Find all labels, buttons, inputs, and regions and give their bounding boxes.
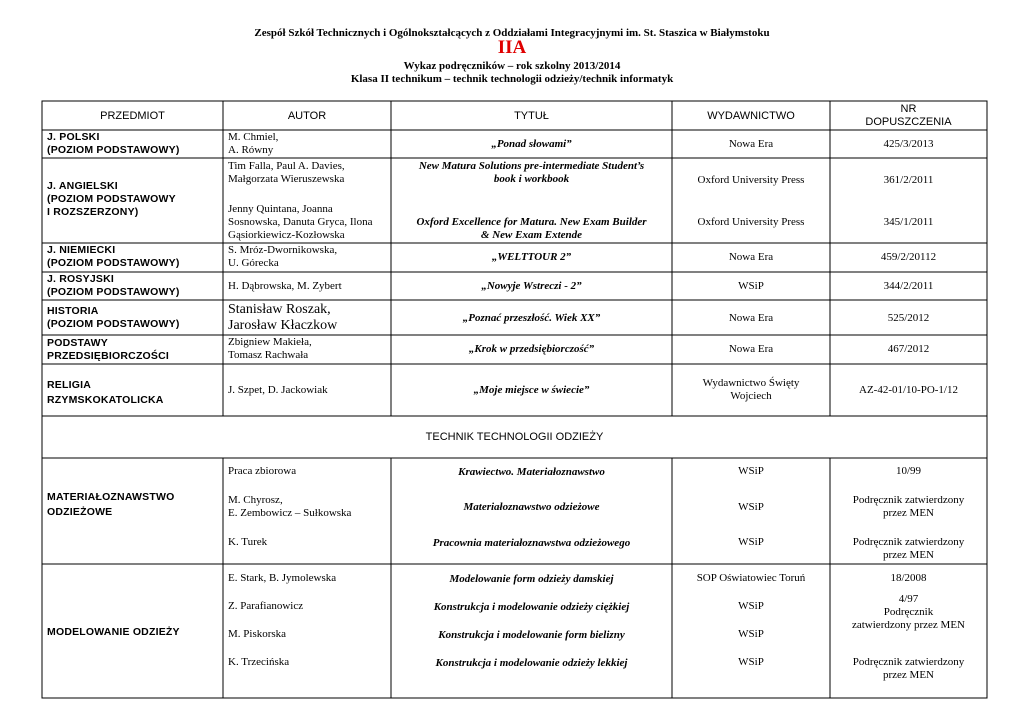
row-approval-historia: 525/2012 — [887, 312, 930, 324]
list-title: Wykaz podręczników – rok szkolny 2013/2014 — [403, 60, 621, 72]
row-subject-material: MATERIAŁOZNAWSTWO ODZIEŻOWE — [47, 491, 175, 518]
row-approval-angielski-1: 361/2/2011 — [883, 174, 934, 186]
row-title-angielski-1: New Matura Solutions pre-intermediate Student’s book i workbook — [418, 160, 645, 185]
row-subject-angielski: J. ANGIELSKI (POZIOM PODSTAWOWY I ROZSZERZONY) — [47, 180, 176, 218]
row-subject-przedsiebiorczosc: PODSTAWY PRZEDSIĘBIORCZOŚCI — [47, 337, 170, 362]
row-publisher-angielski-1: Oxford University Press — [697, 174, 805, 186]
row-publisher-niemiecki: Nowa Era — [728, 251, 774, 263]
row-subject-historia: HISTORIA (POZIOM PODSTAWOWY) — [47, 305, 180, 330]
row-title-material-1: Krawiectwo. Materiałoznawstwo — [458, 466, 605, 478]
row-publisher-modelowanie-1: SOP Oświatowiec Toruń — [696, 572, 806, 584]
row-approval-material-1: 10/99 — [895, 465, 922, 477]
row-title-modelowanie-4: Konstrukcja i modelowanie odzieży lekkiej — [435, 657, 628, 669]
row-author-modelowanie-1: E. Stark, B. Jymolewska — [228, 572, 337, 584]
row-approval-angielski-2: 345/1/2011 — [883, 216, 934, 228]
row-subject-modelowanie: MODELOWANIE ODZIEŻY — [47, 626, 180, 638]
row-publisher-material-3: WSiP — [738, 536, 764, 548]
row-approval-niemiecki: 459/2/20112 — [880, 251, 937, 263]
row-title-material-3: Pracownia materiałoznawstwa odzieżowego — [432, 537, 631, 549]
column-header-publisher: WYDAWNICTWO — [707, 110, 795, 122]
row-publisher-religia: Wydawnictwo Święty Wojciech — [702, 377, 800, 402]
row-publisher-polski: Nowa Era — [728, 138, 774, 150]
column-header-author: AUTOR — [287, 110, 327, 122]
row-title-historia: „Poznać przeszłość. Wiek XX” — [462, 312, 601, 324]
row-title-polski: „Ponad słowami” — [491, 138, 572, 150]
row-author-material-2: M. Chyrosz, E. Zembowicz – Sułkowska — [228, 494, 352, 519]
class-description: Klasa II technikum – technik technologii odzieży/technik informatyk — [350, 73, 674, 85]
row-approval-polski: 425/3/2013 — [883, 138, 934, 150]
row-title-niemiecki: „WELTTOUR 2” — [491, 251, 572, 263]
row-title-przedsiebiorczosc: „Krok w przedsiębiorczość” — [468, 343, 595, 355]
row-author-modelowanie-2: Z. Parafianowicz — [228, 600, 304, 612]
school-name: Zespół Szkół Technicznych i Ogólnokształcących z Oddziałami Integracyjnymi im. St. Staszica w Białymstoku — [254, 27, 770, 39]
row-approval-przedsiebiorczosc: 467/2012 — [887, 343, 930, 355]
row-title-rosyjski: „Nowyje Wstreczi - 2” — [481, 280, 582, 292]
row-author-historia: Stanisław Roszak, Jarosław Kłaczkow — [228, 302, 338, 333]
row-author-niemiecki: S. Mróz-Dwornikowska, U. Górecka — [228, 244, 338, 269]
column-header-title: TYTUŁ — [514, 110, 549, 122]
row-subject-rosyjski: J. ROSYJSKI (POZIOM PODSTAWOWY) — [47, 273, 180, 298]
row-title-material-2: Materiałoznawstwo odzieżowe — [463, 501, 600, 513]
row-approval-material-3: Podręcznik zatwierdzony przez MEN — [852, 536, 965, 561]
row-title-modelowanie-3: Konstrukcja i modelowanie form bielizny — [438, 629, 625, 641]
section-title: TECHNIK TECHNOLOGII ODZIEŻY — [425, 431, 604, 443]
row-author-przedsiebiorczosc: Zbigniew Makieła, Tomasz Rachwała — [228, 336, 312, 361]
row-publisher-modelowanie-3: WSiP — [738, 628, 764, 640]
row-author-material-3: K. Turek — [228, 536, 268, 548]
row-publisher-modelowanie-4: WSiP — [738, 656, 764, 668]
row-publisher-material-2: WSiP — [738, 501, 764, 513]
row-publisher-angielski-2: Oxford University Press — [697, 216, 805, 228]
row-subject-religia: RELIGIA RZYMSKOKATOLICKA — [47, 379, 164, 406]
row-approval-modelowanie-1: 18/2008 — [890, 572, 927, 584]
class-code: IIA — [497, 37, 527, 58]
column-header-approval: NR DOPUSZCZENIA — [865, 103, 952, 128]
row-subject-niemiecki: J. NIEMIECKI (POZIOM PODSTAWOWY) — [47, 244, 180, 269]
column-header-subject: PRZEDMIOT — [100, 110, 165, 122]
row-author-modelowanie-4: K. Trzecińska — [228, 656, 290, 668]
row-author-polski: M. Chmiel, A. Równy — [228, 131, 279, 156]
row-author-material-1: Praca zbiorowa — [228, 465, 297, 477]
row-approval-modelowanie-2: 4/97 Podręcznik zatwierdzony przez MEN — [851, 593, 965, 631]
row-author-modelowanie-3: M. Piskorska — [228, 628, 287, 640]
row-subject-polski: J. POLSKI (POZIOM PODSTAWOWY) — [47, 131, 180, 156]
row-title-modelowanie-1: Modelowanie form odzieży damskiej — [449, 573, 614, 585]
row-publisher-material-1: WSiP — [738, 465, 764, 477]
row-author-religia: J. Szpet, D. Jackowiak — [228, 384, 328, 396]
row-approval-modelowanie-4: Podręcznik zatwierdzony przez MEN — [852, 656, 965, 681]
row-publisher-historia: Nowa Era — [728, 312, 774, 324]
row-author-angielski-2: Jenny Quintana, Joanna Sosnowska, Danuta Gryca, Ilona Gąsiorkiewicz-Kozłowska — [228, 203, 373, 241]
row-title-angielski-2: Oxford Excellence for Matura. New Exam Builder & New Exam Extende — [416, 216, 647, 241]
row-title-religia: „Moje miejsce w świecie” — [473, 384, 590, 396]
row-approval-religia: AZ-42-01/10-PO-1/12 — [859, 384, 958, 396]
row-title-modelowanie-2: Konstrukcja i modelowanie odzieży ciężkiej — [433, 601, 630, 613]
row-publisher-modelowanie-2: WSiP — [738, 600, 764, 612]
row-approval-material-2: Podręcznik zatwierdzony przez MEN — [852, 494, 965, 519]
row-approval-rosyjski: 344/2/2011 — [883, 280, 934, 292]
row-publisher-rosyjski: WSiP — [738, 280, 764, 292]
row-publisher-przedsiebiorczosc: Nowa Era — [728, 343, 774, 355]
row-author-rosyjski: H. Dąbrowska, M. Zybert — [228, 280, 342, 292]
row-author-angielski-1: Tim Falla, Paul A. Davies, Małgorzata Wieruszewska — [228, 160, 345, 185]
